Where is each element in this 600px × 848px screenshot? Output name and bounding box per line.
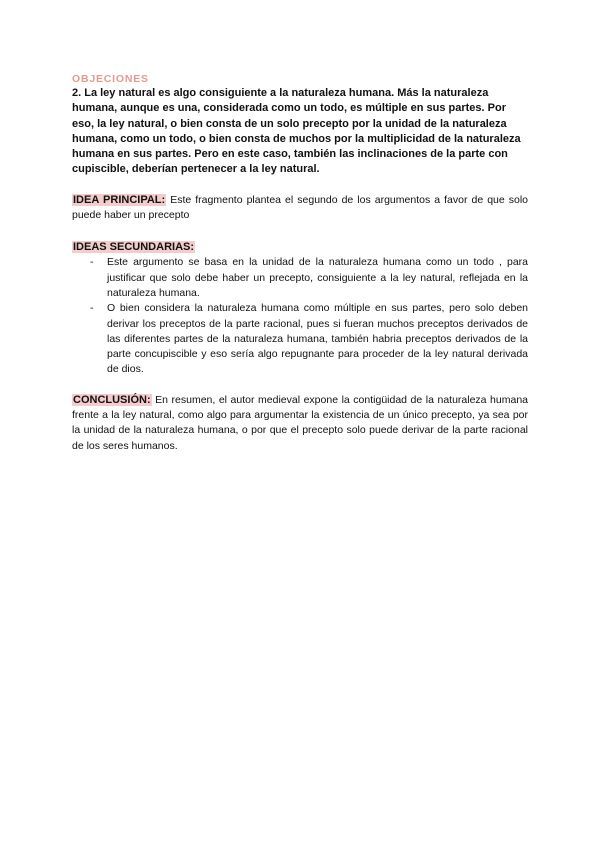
secondary-ideas-title [72,238,528,255]
list-item-text: O bien considera la naturaleza humana como múltiple en sus partes, pero solo deben derivar los preceptos de la parte racional, pues si fueran muchos preceptos derivados de las diferentes partes de la naturaleza humana, también habria preceptos derivados de la parte concupiscible y eso sería algo repugnante para proceder de la ley natural derivada de dios. [107,302,528,376]
bullet-dash: - [90,302,94,315]
main-idea-text: Este fragmento plantea el segundo de los argumentos a favor de que solo puede haber un precepto [72,193,529,222]
main-idea-section [72,193,528,224]
secondary-ideas-section [72,238,528,377]
list-item [72,301,528,377]
bullet-dash: - [90,256,94,269]
secondary-ideas-list [72,255,528,377]
objections-heading: OBJECIONES [72,73,149,85]
conclusion-label: CONCLUSIÓN: [73,393,151,406]
list-item [72,255,528,301]
conclusion-section [72,393,528,454]
conclusion-text: En resumen, el autor medieval expone la contigüidad de la naturaleza humana frente a la ley natural, como algo para argumentar la existencia de un único precepto, ya sea por la unidad de la naturaleza humana, o por que el precepto solo puede derivar de la parte racional de los seres humanos. [72,393,528,452]
document-content [72,72,528,454]
list-item-text: Este argumento se basa en la unidad de la naturaleza humana como un todo , para justificar que solo debe haber un precepto, consiguiente a la ley natural, reflejada en la naturaleza humana. [107,256,528,299]
secondary-ideas-label: IDEAS SECUNDARIAS: [73,241,195,254]
main-idea-label: IDEA PRINCIPAL: [73,193,166,206]
objections-section [72,72,528,178]
conclusion-paragraph [72,393,528,454]
main-idea-paragraph [72,193,528,224]
objection-text: 2. La ley natural es algo consiguiente a la naturaleza humana. Más la naturaleza humana, aunque es una, considerada como un todo, es múltiple en sus partes. Por eso, la ley natural, o bien consta de un solo precepto por la unidad de la naturaleza humana, como un todo, o bien consta de muchos por la multiplicidad de la naturaleza humana en sus partes. Pero en este caso, también las inclinaciones de la parte con cupiscible, deberían pertenecer a la ley natural. [72,87,521,176]
